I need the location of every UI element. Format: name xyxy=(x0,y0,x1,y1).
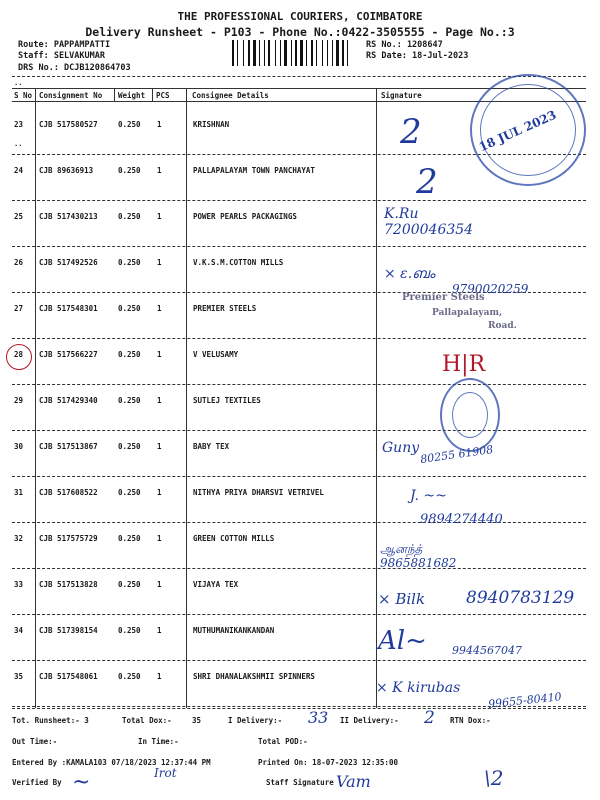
premier-stamp-line3: Road. xyxy=(488,321,517,331)
row-consignee: POWER PEARLS PACKAGINGS xyxy=(193,212,297,221)
staff: Staff: SELVAKUMAR xyxy=(18,51,105,61)
signature-26: × ε.ബം xyxy=(384,266,435,282)
col-pcs: PCS xyxy=(156,91,170,100)
barcode-bar xyxy=(306,40,307,66)
row-divider xyxy=(12,476,586,477)
barcode-bar xyxy=(284,40,287,66)
row-consignment: CJB 517580527 xyxy=(39,120,98,129)
i-delivery-label: I Delivery:- xyxy=(228,716,283,725)
row-sno: 27 xyxy=(14,304,24,313)
signature-24: 2 xyxy=(416,162,438,202)
total-dox-value: 35 xyxy=(192,716,202,725)
verified-signature-2: Irot xyxy=(154,766,177,780)
row-consignment: CJB 517548061 xyxy=(39,672,98,681)
drs-number: DRS No.: DCJB120864703 xyxy=(18,63,131,73)
barcode-bar xyxy=(311,40,313,66)
out-time: Out Time:- xyxy=(12,737,58,746)
row-weight: 0.250 xyxy=(118,212,141,221)
row-sno: 33 xyxy=(14,580,24,589)
row-pcs: 1 xyxy=(157,534,162,543)
barcode xyxy=(232,40,356,66)
row-pcs: 1 xyxy=(157,442,162,451)
table-row xyxy=(0,212,600,258)
barcode-bar xyxy=(336,40,339,66)
row-pcs: 1 xyxy=(157,350,162,359)
row-pcs: 1 xyxy=(157,120,162,129)
rs-date: RS Date: 18-Jul-2023 xyxy=(366,51,469,61)
staff-signature-mark: Vam xyxy=(336,772,371,791)
barcode-bar xyxy=(232,40,234,66)
barcode-bar xyxy=(237,40,238,66)
barcode-bar xyxy=(316,40,317,66)
tot-runsheet: Tot. Runsheet:- 3 xyxy=(12,716,89,725)
barcode-bar xyxy=(243,40,244,66)
barcode-bar xyxy=(327,40,328,66)
verified-by: Verified By xyxy=(12,778,62,787)
table-row xyxy=(0,258,600,304)
footer-divider xyxy=(12,708,586,709)
row-consignee: V.K.S.M.COTTON MILLS xyxy=(193,258,284,267)
col-consignee: Consignee Details xyxy=(192,91,269,100)
col-sno: S No xyxy=(14,91,33,100)
row-consignee: SUTLEJ TEXTILES xyxy=(193,396,261,405)
row-weight: 0.250 xyxy=(118,258,141,267)
signature-25-phone: 7200046354 xyxy=(384,222,474,238)
row-consignment: CJB 517430213 xyxy=(39,212,98,221)
stamp-date: 18 JUL 2023 xyxy=(476,107,559,155)
table-row xyxy=(0,488,600,534)
row-weight: 0.250 xyxy=(118,396,141,405)
staff-signature-mark-2: \2 xyxy=(484,766,504,790)
row-pcs: 1 xyxy=(157,626,162,635)
row-divider xyxy=(12,614,586,615)
row-mark: .. xyxy=(14,140,23,148)
table-row xyxy=(0,442,600,488)
row-sno: 29 xyxy=(14,396,24,405)
row-consignee: KRISHNAN xyxy=(193,120,230,129)
table-row xyxy=(0,534,600,580)
barcode-bar xyxy=(322,40,323,66)
col-divider xyxy=(152,88,153,102)
row-consignment: CJB 89636913 xyxy=(39,166,94,175)
row-weight: 0.250 xyxy=(118,442,141,451)
runsheet-line: Delivery Runsheet - P103 - Phone No.:0422-3505555 - Page No.:3 xyxy=(85,25,515,39)
barcode-bar xyxy=(300,40,303,66)
signature-34-phone: 9944567047 xyxy=(452,644,522,657)
red-circle-mark xyxy=(6,344,32,370)
signature-31: J. ~~ xyxy=(410,488,447,504)
row-weight: 0.250 xyxy=(118,672,141,681)
row-pcs: 1 xyxy=(157,212,162,221)
route: Route: PAPPAMPATTI xyxy=(18,40,111,50)
total-pod: Total POD:- xyxy=(258,737,308,746)
signature-33-phone: 8940783129 xyxy=(466,588,575,608)
in-time: In Time:- xyxy=(138,737,179,746)
row-consignment: CJB 517429340 xyxy=(39,396,98,405)
row-weight: 0.250 xyxy=(118,626,141,635)
barcode-bar xyxy=(253,40,256,66)
row-sno: 30 xyxy=(14,442,24,451)
verified-signature: ~ xyxy=(72,770,91,795)
signature-30: Guny xyxy=(382,440,420,456)
row-consignment: CJB 517575729 xyxy=(39,534,98,543)
barcode-bar xyxy=(332,40,333,66)
row-consignment: CJB 517608522 xyxy=(39,488,98,497)
row-consignee: MUTHUMANIKANKANDAN xyxy=(193,626,275,635)
staff-signature: Staff Signature xyxy=(266,778,334,787)
row-weight: 0.250 xyxy=(118,488,141,497)
row-divider xyxy=(12,246,586,247)
row-consignee: GREEN COTTON MILLS xyxy=(193,534,275,543)
row-sno: 32 xyxy=(14,534,24,543)
row-weight: 0.250 xyxy=(118,304,141,313)
round-stamp xyxy=(440,378,500,452)
barcode-bar xyxy=(291,40,292,66)
row-consignment: CJB 517566227 xyxy=(39,350,98,359)
row-consignee: PALLAPALAYAM TOWN PANCHAYAT xyxy=(193,166,315,175)
signature-34: Al~ xyxy=(378,626,427,656)
row-consignee: SHRI DHANALAKSHMII SPINNERS xyxy=(193,672,315,681)
row-sno: 25 xyxy=(14,212,24,221)
ii-delivery-label: II Delivery:- xyxy=(340,716,399,725)
row-pcs: 1 xyxy=(157,304,162,313)
row-consignment: CJB 517398154 xyxy=(39,626,98,635)
row-divider xyxy=(12,384,586,385)
col-consignment: Consignment No xyxy=(39,91,103,100)
row-consignment: CJB 517513867 xyxy=(39,442,98,451)
row-divider xyxy=(12,568,586,569)
signature-26-phone: 9790020259 xyxy=(452,282,529,296)
row-consignee: V VELUSAMY xyxy=(193,350,239,359)
row-pcs: 1 xyxy=(157,672,162,681)
signature-35-phone: 99655-80410 xyxy=(487,690,563,711)
barcode-bar xyxy=(280,40,281,66)
col-divider xyxy=(114,88,115,102)
signature-28: H|R xyxy=(442,352,486,377)
barcode-bar xyxy=(347,40,348,66)
row-sno: 31 xyxy=(14,488,24,497)
header-divider xyxy=(12,76,586,77)
signature-30-number: 80255 61908 xyxy=(419,442,495,467)
row-weight: 0.250 xyxy=(118,350,141,359)
barcode-bar xyxy=(264,40,265,66)
barcode-bar xyxy=(275,40,276,66)
printed-on: Printed On: 18-07-2023 12:35:00 xyxy=(258,758,398,767)
premier-stamp-line2: Pallapalayam, xyxy=(432,308,503,318)
table-row xyxy=(0,396,600,442)
rtn-dox: RTN Dox:- xyxy=(450,716,491,725)
row-weight: 0.250 xyxy=(118,580,141,589)
row-consignee: BABY TEX xyxy=(193,442,230,451)
row-consignee: VIJAYA TEX xyxy=(193,580,239,589)
row-pcs: 1 xyxy=(157,396,162,405)
signature-35: × K kirubas xyxy=(376,680,461,696)
premier-stamp-line1: Premier Steels xyxy=(402,292,485,303)
total-dox-label: Total Dox:- xyxy=(122,716,172,725)
company-title: THE PROFESSIONAL COURIERS, COIMBATORE xyxy=(177,10,423,23)
col-signature: Signature xyxy=(381,91,422,100)
ii-delivery-count: 2 xyxy=(424,708,435,728)
col-weight: Weight xyxy=(118,91,146,100)
row-weight: 0.250 xyxy=(118,166,141,175)
barcode-bar xyxy=(259,40,260,66)
row-pcs: 1 xyxy=(157,166,162,175)
row-sno: 24 xyxy=(14,166,24,175)
row-pcs: 1 xyxy=(157,258,162,267)
barcode-bar xyxy=(295,40,297,66)
signature-32: ஆனந்த் xyxy=(380,542,423,556)
row-divider xyxy=(12,338,586,339)
signature-31-phone: 9894274440 xyxy=(420,512,503,527)
row-pcs: 1 xyxy=(157,580,162,589)
row-sno: 35 xyxy=(14,672,24,681)
signature-33: × Bilk xyxy=(378,590,426,608)
row-weight: 0.250 xyxy=(118,120,141,129)
signature-32-phone: 9865881682 xyxy=(380,556,457,570)
row-divider xyxy=(12,200,586,201)
table-row xyxy=(0,350,600,396)
row-weight: 0.250 xyxy=(118,534,141,543)
row-sno: 26 xyxy=(14,258,24,267)
row-consignment: CJB 517513828 xyxy=(39,580,98,589)
signature-23: 2 xyxy=(400,112,422,152)
row-consignment: CJB 517548301 xyxy=(39,304,98,313)
row-divider xyxy=(12,430,586,431)
row-consignment: CJB 517492526 xyxy=(39,258,98,267)
barcode-bar xyxy=(268,40,270,66)
row-consignee: PREMIER STEELS xyxy=(193,304,257,313)
signature-25-name: K.Ru xyxy=(384,206,419,222)
i-delivery-count: 33 xyxy=(308,708,329,727)
divider-mark: .. xyxy=(14,79,23,87)
row-divider xyxy=(12,660,586,661)
row-consignee: NITHYA PRIYA DHARSVI VETRIVEL xyxy=(193,488,324,497)
row-pcs: 1 xyxy=(157,488,162,497)
row-sno: 34 xyxy=(14,626,24,635)
row-sno: 28 xyxy=(14,350,24,359)
entered-by: Entered By :KAMALA103 07/18/2023 12:37:44 PM xyxy=(12,758,211,767)
rs-number: RS No.: 1208647 xyxy=(366,40,443,50)
row-sno: 23 xyxy=(14,120,24,129)
barcode-bar xyxy=(248,40,250,66)
barcode-bar xyxy=(342,40,344,66)
